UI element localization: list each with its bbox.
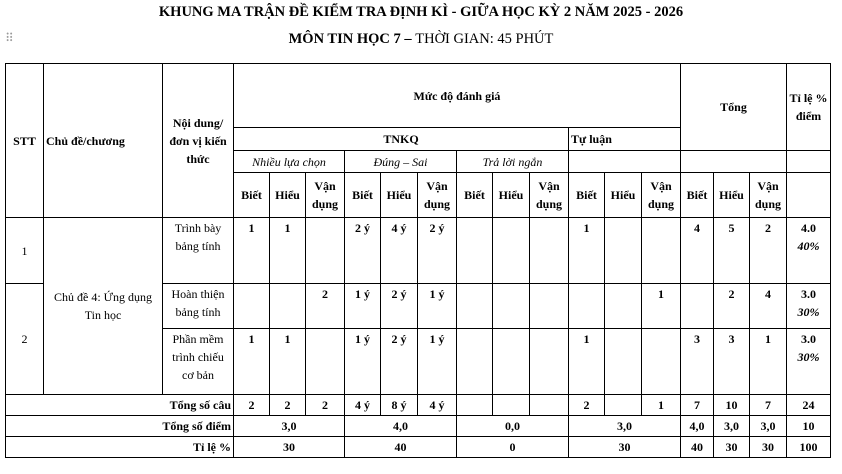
- document-title: KHUNG MA TRẬN ĐỀ KIỂM TRA ĐỊNH KÌ - GIỮA HỌC KỲ 2 NĂM 2025 - 2026: [158, 4, 684, 20]
- cell: [270, 284, 306, 329]
- header-van-dung: Vận dụng: [418, 173, 457, 218]
- cell: 3: [714, 329, 750, 395]
- header-biet: Biết: [569, 173, 605, 218]
- header-essay-blank: [569, 151, 681, 173]
- total-score-label: Tổng số điểm: [6, 416, 234, 437]
- row-percent: 30%: [797, 350, 820, 364]
- header-biet: Biết: [234, 173, 270, 218]
- total-questions-label: Tổng số câu: [6, 395, 234, 416]
- header-topic: Chủ đề/chương: [44, 64, 163, 218]
- cell: 4 ý: [381, 218, 418, 284]
- cell: [530, 395, 569, 416]
- cell: [457, 329, 493, 395]
- cell: 3,0: [714, 416, 750, 437]
- header-van-dung: Vận dụng: [306, 173, 345, 218]
- row-content: Hoàn thiện bảng tính: [163, 284, 234, 329]
- cell: 1 ý: [418, 284, 457, 329]
- percent-essay: 30: [569, 437, 681, 458]
- cell: 2: [234, 395, 270, 416]
- header-van-dung: Vận dụng: [642, 173, 681, 218]
- row-percent: 40%: [797, 239, 820, 253]
- cell: [605, 329, 642, 395]
- header-essay: Tự luận: [569, 128, 681, 151]
- header-tnkq: TNKQ: [234, 128, 569, 151]
- cell: [530, 329, 569, 395]
- header-biet: Biết: [457, 173, 493, 218]
- total-questions-row: [6, 395, 831, 416]
- row-score: 3.0: [801, 287, 816, 301]
- cell: [605, 395, 642, 416]
- total-score-value: 10: [787, 416, 831, 437]
- document-subtitle: [0, 31, 842, 48]
- cell: 1: [569, 329, 605, 395]
- cell: 1: [642, 395, 681, 416]
- cell: 1 ý: [345, 284, 381, 329]
- cell: [306, 329, 345, 395]
- cell: [530, 284, 569, 329]
- cell: 1: [270, 329, 306, 395]
- header-assessment-level: Mức độ đánh giá: [234, 64, 681, 128]
- header-true-false: Đúng – Sai: [345, 151, 457, 173]
- header-short-answer: Trả lời ngắn: [457, 151, 569, 173]
- cell: 7: [681, 395, 714, 416]
- header-hieu: Hiểu: [493, 173, 530, 218]
- cell: [457, 395, 493, 416]
- cell: [457, 284, 493, 329]
- cell: 2: [306, 395, 345, 416]
- cell: 1: [234, 218, 270, 284]
- cell: 2 ý: [418, 218, 457, 284]
- cell: [605, 284, 642, 329]
- cell: 3: [681, 329, 714, 395]
- percent-label: Tỉ lệ %: [6, 437, 234, 458]
- percent-short-answer: 0: [457, 437, 569, 458]
- header-van-dung: Vận dụng: [750, 173, 787, 218]
- row-score-cell: [787, 284, 831, 329]
- cell: 1 ý: [418, 329, 457, 395]
- cell: [642, 329, 681, 395]
- cell: 3,0: [750, 416, 787, 437]
- cell: 1: [234, 329, 270, 395]
- cell: 4 ý: [418, 395, 457, 416]
- score-essay: 3,0: [569, 416, 681, 437]
- percent-true-false: 40: [345, 437, 457, 458]
- cell: 5: [714, 218, 750, 284]
- header-multiple-choice: Nhiều lựa chọn: [234, 151, 345, 173]
- cell: [234, 284, 270, 329]
- cell: 8 ý: [381, 395, 418, 416]
- header-hieu: Hiểu: [714, 173, 750, 218]
- cell: 2: [306, 284, 345, 329]
- table-drag-handle-icon[interactable]: ⠿: [5, 31, 13, 45]
- cell: 1 ý: [345, 329, 381, 395]
- cell: [642, 218, 681, 284]
- total-score-row: [6, 416, 831, 437]
- cell: [569, 284, 605, 329]
- cell: [493, 218, 530, 284]
- header-percent: Tỉ lệ % điểm: [787, 64, 831, 151]
- row-percent: 30%: [797, 305, 820, 319]
- cell: [306, 218, 345, 284]
- cell: 1: [750, 329, 787, 395]
- row-stt: 2: [6, 284, 44, 395]
- cell: 2 ý: [381, 284, 418, 329]
- header-stt: STT: [6, 64, 44, 218]
- cell: 4: [750, 284, 787, 329]
- cell: 1: [642, 284, 681, 329]
- row-content: Phần mềm trình chiếu cơ bản: [163, 329, 234, 395]
- matrix-table: [5, 63, 831, 458]
- cell: 4,0: [681, 416, 714, 437]
- cell: [681, 284, 714, 329]
- header-biet: Biết: [681, 173, 714, 218]
- header-row-1: [6, 64, 831, 128]
- cell: 2: [569, 395, 605, 416]
- cell: 2: [714, 284, 750, 329]
- cell: 4: [681, 218, 714, 284]
- cell: [530, 218, 569, 284]
- header-total: Tổng: [681, 64, 787, 151]
- cell: 1: [270, 218, 306, 284]
- cell: [493, 284, 530, 329]
- score-true-false: 4,0: [345, 416, 457, 437]
- subtitle-subject: MÔN TIN HỌC 7 –: [288, 31, 416, 47]
- cell: 2: [750, 218, 787, 284]
- cell: 30: [750, 437, 787, 458]
- cell: 7: [750, 395, 787, 416]
- percent-value: 100: [787, 437, 831, 458]
- cell: 2: [270, 395, 306, 416]
- score-multiple-choice: 3,0: [234, 416, 345, 437]
- cell: 2 ý: [381, 329, 418, 395]
- header-percent-blank: [787, 173, 831, 218]
- cell: [493, 395, 530, 416]
- header-total-blank: [681, 151, 787, 173]
- cell: 1: [569, 218, 605, 284]
- total-questions-value: 24: [787, 395, 831, 416]
- header-content: Nội dung/đơn vị kiến thức: [163, 64, 234, 218]
- row-content: Trình bày bảng tính: [163, 218, 234, 284]
- cell: [493, 329, 530, 395]
- cell: 10: [714, 395, 750, 416]
- cell: 30: [714, 437, 750, 458]
- row-stt: 1: [6, 218, 44, 284]
- header-percent-blank: [787, 151, 831, 173]
- header-hieu: Hiểu: [605, 173, 642, 218]
- header-hieu: Hiểu: [270, 173, 306, 218]
- percent-row: [6, 437, 831, 458]
- cell: [457, 218, 493, 284]
- cell: 2 ý: [345, 218, 381, 284]
- cell: 4 ý: [345, 395, 381, 416]
- cell: [605, 218, 642, 284]
- score-short-answer: 0,0: [457, 416, 569, 437]
- percent-multiple-choice: 30: [234, 437, 345, 458]
- row-topic: Chủ đề 4: Ứng dụng Tin học: [44, 218, 163, 395]
- row-score-cell: [787, 329, 831, 395]
- subtitle-duration: THỜI GIAN: 45 PHÚT: [415, 31, 554, 47]
- header-hieu: Hiểu: [381, 173, 418, 218]
- row-score: 4.0: [801, 221, 816, 235]
- table-row: [6, 218, 831, 284]
- cell: 40: [681, 437, 714, 458]
- row-score-cell: [787, 218, 831, 284]
- header-biet: Biết: [345, 173, 381, 218]
- row-score: 3.0: [801, 332, 816, 346]
- header-van-dung: Vận dụng: [530, 173, 569, 218]
